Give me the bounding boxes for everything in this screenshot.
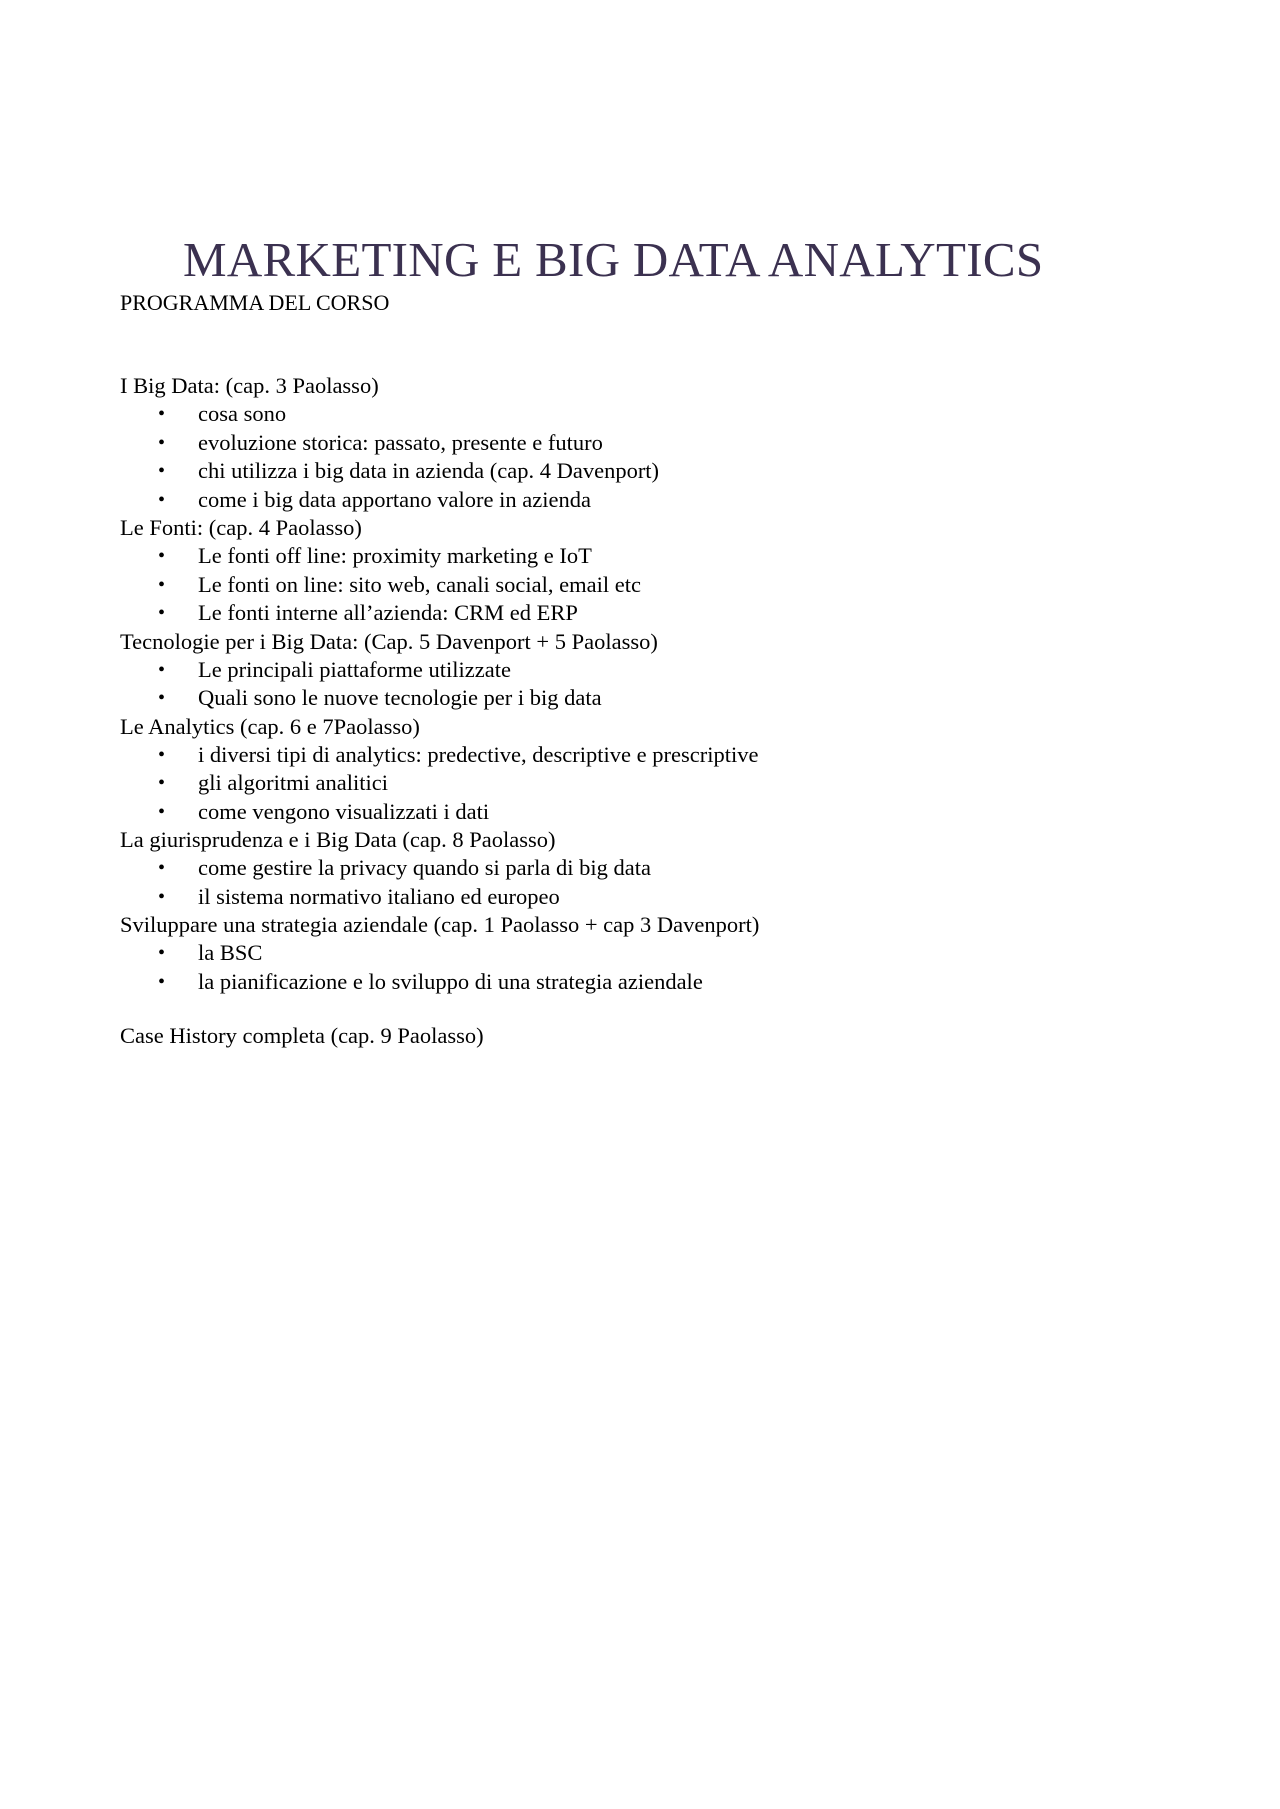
list-item <box>120 457 1180 486</box>
list-item-text: Le principali piattaforme utilizzate <box>198 656 511 682</box>
bullet-icon: • <box>158 687 166 709</box>
list-item-text: la BSC <box>198 940 263 965</box>
list-item <box>120 741 1180 770</box>
section-heading: Sviluppare una strategia aziendale (cap. 1 Paolasso + cap 3 Davenport) <box>120 912 760 937</box>
list-item-text: come i big data apportano valore in azienda <box>198 486 591 512</box>
bullet-list <box>120 542 1180 628</box>
bullet-icon: • <box>158 431 166 454</box>
bullet-icon: • <box>158 602 166 624</box>
list-item-text: i diversi tipi di analytics: predective, descriptive e prescriptive <box>198 741 759 767</box>
section-heading: I Big Data: (cap. 3 Paolasso) <box>120 373 379 398</box>
list-item <box>120 854 1180 883</box>
bullet-list <box>120 939 1180 996</box>
document-title: MARKETING E BIG DATA ANALYTICS <box>183 232 1044 287</box>
course-program <box>120 372 1180 1050</box>
bullet-list <box>120 741 1180 827</box>
bullet-icon: • <box>158 658 166 681</box>
list-item-text: la pianificazione e lo sviluppo di una strategia aziendale <box>198 968 703 994</box>
bullet-list <box>120 400 1180 514</box>
closing-line: Case History completa (cap. 9 Paolasso) <box>120 1023 484 1048</box>
list-item <box>120 656 1180 685</box>
bullet-icon: • <box>158 545 166 567</box>
bullet-list <box>120 854 1180 911</box>
list-item-text: Quali sono le nuove tecnologie per i big data <box>198 685 602 710</box>
list-item <box>120 429 1180 458</box>
list-item-text: il sistema normativo italiano ed europeo <box>198 883 560 909</box>
list-item-text: gli algoritmi analitici <box>198 770 388 795</box>
list-item <box>120 769 1180 798</box>
section-heading: Tecnologie per i Big Data: (Cap. 5 Davenport + 5 Paolasso) <box>120 628 658 654</box>
list-item-text: come gestire la privacy quando si parla di big data <box>198 855 651 880</box>
bullet-icon: • <box>158 942 166 964</box>
list-item-text: cosa sono <box>198 401 287 426</box>
bullet-icon: • <box>158 772 166 794</box>
list-item <box>120 798 1180 827</box>
list-item-text: Le fonti on line: sito web, canali social, email etc <box>198 571 641 597</box>
list-item <box>120 939 1180 968</box>
list-item <box>120 571 1180 600</box>
bullet-icon: • <box>158 800 166 823</box>
document-subtitle: PROGRAMMA DEL CORSO <box>120 290 390 315</box>
list-item <box>120 486 1180 515</box>
spacer <box>120 996 1180 1022</box>
list-item-text: come vengono visualizzati i dati <box>198 798 490 824</box>
list-item <box>120 400 1180 429</box>
bullet-icon: • <box>158 460 166 482</box>
list-item <box>120 599 1180 628</box>
list-item <box>120 684 1180 713</box>
list-item-text: Le fonti off line: proximity marketing e IoT <box>198 543 592 568</box>
list-item <box>120 883 1180 912</box>
section-list <box>120 372 1180 996</box>
bullet-icon: • <box>158 573 166 596</box>
bullet-list <box>120 656 1180 713</box>
section-heading: La giurisprudenza e i Big Data (cap. 8 Paolasso) <box>120 827 556 852</box>
list-item-text: Le fonti interne all’azienda: CRM ed ERP <box>198 600 578 625</box>
bullet-icon: • <box>158 403 166 425</box>
bullet-icon: • <box>158 743 166 766</box>
bullet-icon: • <box>158 970 166 993</box>
list-item <box>120 542 1180 571</box>
bullet-icon: • <box>158 885 166 908</box>
list-item <box>120 968 1180 997</box>
list-item-text: evoluzione storica: passato, presente e futuro <box>198 429 603 455</box>
section-heading: Le Fonti: (cap. 4 Paolasso) <box>120 515 362 540</box>
list-item-text: chi utilizza i big data in azienda (cap. 4 Davenport) <box>198 458 660 483</box>
section-heading: Le Analytics (cap. 6 e 7Paolasso) <box>120 713 420 739</box>
bullet-icon: • <box>158 857 166 879</box>
bullet-icon: • <box>158 488 166 511</box>
